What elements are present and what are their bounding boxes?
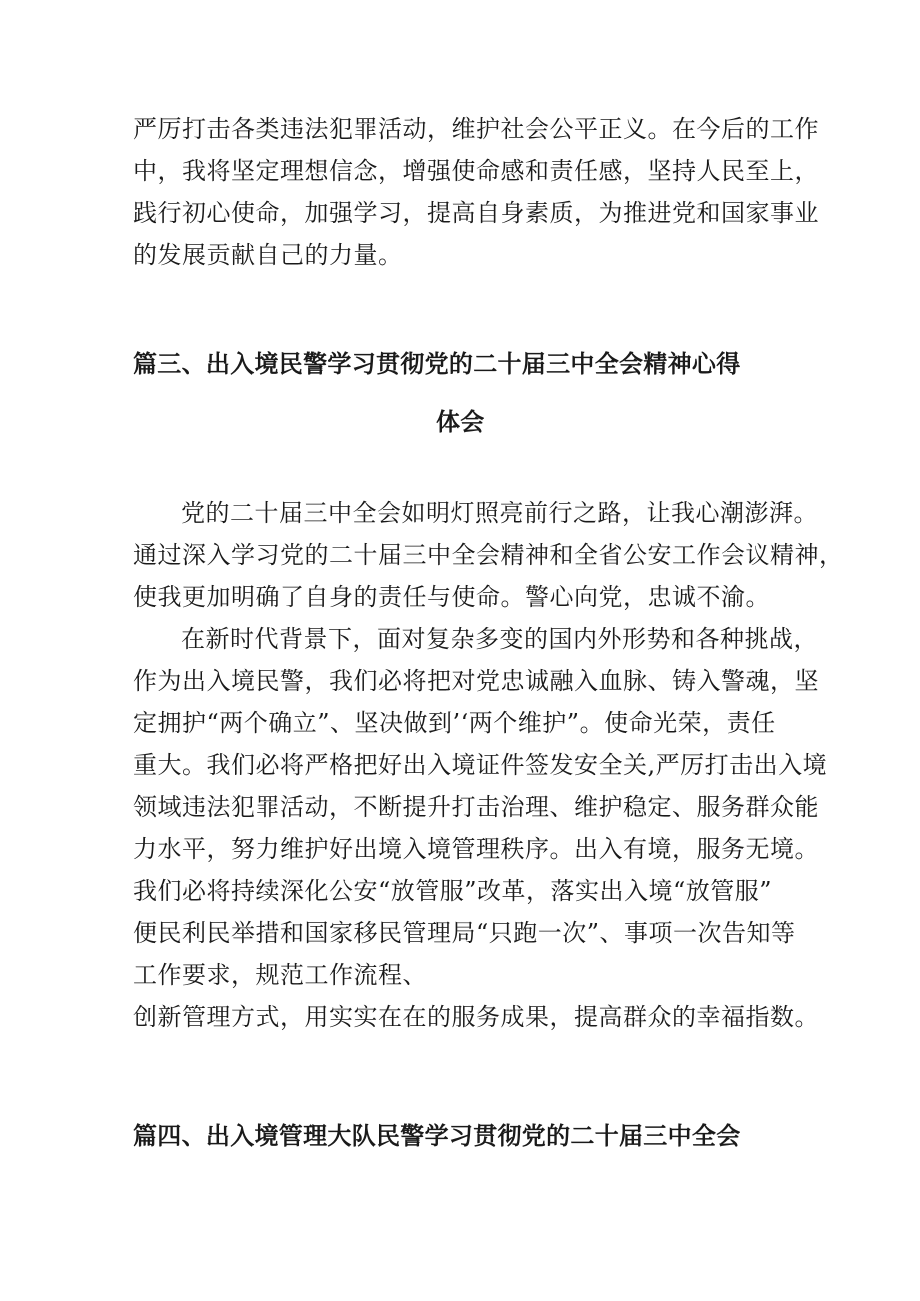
paragraph-line: 通过深入学习党的二十届三中全会精神和全省公安工作会议精神， <box>133 541 844 569</box>
paragraph-line: 领域违法犯罪活动，不断提升打击治理、维护稳定、服务群众能 <box>133 793 819 821</box>
paragraph-line: 践行初心使命，加强学习，提高自身素质，为推进党和国家事业 <box>133 199 819 227</box>
paragraph-line: 使我更加明确了自身的责任与使命。警心向党，忠诚不渝。 <box>133 583 770 611</box>
paragraph-line: 中，我将坚定理想信念，增强使命感和责任感，坚持人民至上， <box>133 157 819 185</box>
section3-title-line2: 体会 <box>436 408 485 436</box>
paragraph-line: 创新管理方式，用实实在在的服务成果，提高群众的幸福指数。 <box>133 1003 819 1031</box>
paragraph-line: 便民利民举措和国家移民管理局“只跑一次”、事项一次告知等 <box>133 919 796 947</box>
paragraph-line: 作为出入境民警，我们必将把对党忠诚融入血脉、铸入警魂，坚 <box>133 667 819 695</box>
section3-paragraph-2 <box>133 618 828 1038</box>
section4-title-line1: 篇四、出入境管理大队民警学习贯彻党的二十届三中全会 <box>133 1122 741 1150</box>
paragraph-line: 我们必将持续深化公安“放管服”改革，落实出入境“放管服” <box>133 877 773 905</box>
paragraph-top <box>133 108 819 276</box>
paragraph-line: 严厉打击各类违法犯罪活动，维护社会公平正义。在今后的工作 <box>133 115 819 143</box>
paragraph-line: 工作要求，规范工作流程、 <box>133 961 427 989</box>
paragraph-line: 的发展贡献自己的力量。 <box>133 241 403 269</box>
section3-paragraph-1 <box>133 492 844 618</box>
paragraph-line: 在新时代背景下，面对复杂多变的国内外形势和各种挑战， <box>181 625 818 653</box>
paragraph-line: 党的二十届三中全会如明灯照亮前行之路，让我心潮澎湃。 <box>181 499 818 527</box>
paragraph-line: 重大。我们必将严格把好出入境证件签发安全关,严厉打击出入境 <box>133 751 828 779</box>
section3-title-line1: 篇三、出入境民警学习贯彻党的二十届三中全会精神心得 <box>133 350 741 378</box>
paragraph-line: 力水平，努力维护好出境入境管理秩序。出入有境，服务无境。 <box>133 835 819 863</box>
paragraph-line: 定拥护“两个确立”、坚决做到’‘两个维护”。使命光荣，责任 <box>133 709 776 737</box>
